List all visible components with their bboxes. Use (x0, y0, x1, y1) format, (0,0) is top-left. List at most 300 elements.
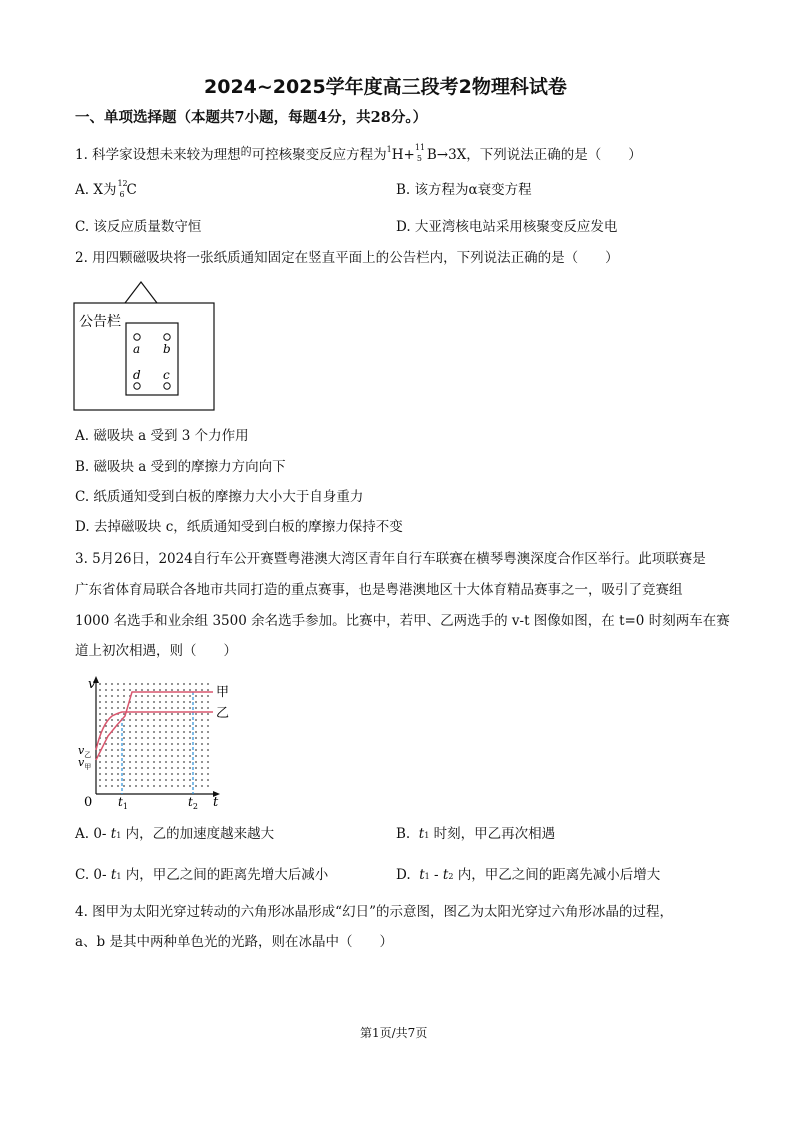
grid-dot (129, 743, 131, 745)
grid-dot (105, 719, 107, 721)
grid-dot (105, 779, 107, 781)
grid-dot (123, 707, 125, 709)
grid-dot (153, 719, 155, 721)
grid-dot (141, 719, 143, 721)
grid-dot (135, 749, 137, 751)
grid-dot (177, 767, 179, 769)
grid-dot (177, 701, 179, 703)
q2-stem: 2. 用四颗磁吸块将一张纸质通知固定在竖直平面上的公告栏内，下列说法正确的是（ ） (75, 250, 619, 266)
grid-dot (201, 689, 203, 691)
q1-b-nuclide (414, 143, 426, 163)
grid-dot (135, 695, 137, 697)
grid-dot (207, 713, 209, 715)
grid-dot (207, 725, 209, 727)
grid-dot (135, 773, 137, 775)
grid-dot (159, 707, 161, 709)
grid-dot (129, 725, 131, 727)
grid-dot (159, 695, 161, 697)
grid-dot (195, 695, 197, 697)
grid-dot (141, 785, 143, 787)
page-footer: 第1页/共7页 (360, 1026, 428, 1040)
grid-dot (189, 773, 191, 775)
grid-dot (201, 695, 203, 697)
grid-dot (147, 707, 149, 709)
grid-dot (123, 779, 125, 781)
grid-dot (153, 755, 155, 757)
grid-dot (207, 731, 209, 733)
q1-c-mass: 12 (117, 179, 128, 188)
grid-dot (123, 743, 125, 745)
label-b: b (163, 342, 171, 356)
grid-dot (165, 701, 167, 703)
grid-dot (129, 731, 131, 733)
grid-dot (129, 689, 131, 691)
grid-dot (159, 701, 161, 703)
grid-dot (189, 755, 191, 757)
q1-stem (75, 143, 642, 166)
grid-dot (141, 737, 143, 739)
grid-dot (201, 785, 203, 787)
grid-dot (147, 683, 149, 685)
grid-dot (123, 755, 125, 757)
grid-dot (195, 779, 197, 781)
grid-dot (189, 779, 191, 781)
grid-dot (189, 707, 191, 709)
grid-dot (99, 719, 101, 721)
grid-dot (129, 767, 131, 769)
grid-dot (189, 737, 191, 739)
q1-b-charge: 5 (416, 154, 422, 163)
grid-dot (147, 701, 149, 703)
grid-dot (135, 785, 137, 787)
grid-dot (171, 695, 173, 697)
grid-dot (129, 773, 131, 775)
grid-dot (189, 731, 191, 733)
grid-dot (147, 689, 149, 691)
grid-dot (135, 731, 137, 733)
grid-dot (105, 731, 107, 733)
grid-dot (159, 755, 161, 757)
grid-dot (207, 761, 209, 763)
grid-dot (117, 707, 119, 709)
grid-dot (129, 761, 131, 763)
grid-dot (207, 695, 209, 697)
grid-dot (141, 767, 143, 769)
grid-dot (153, 785, 155, 787)
grid-dot (171, 737, 173, 739)
grid-dot (105, 767, 107, 769)
grid-dot (207, 785, 209, 787)
grid-dot (105, 701, 107, 703)
grid-dot (153, 779, 155, 781)
grid-dot (147, 761, 149, 763)
grid-dot (147, 713, 149, 715)
grid-dot (123, 701, 125, 703)
grid-dot (135, 743, 137, 745)
grid-dot (207, 755, 209, 757)
grid-dot (99, 767, 101, 769)
grid-dot (123, 689, 125, 691)
grid-dot (195, 761, 197, 763)
q1-c-nuclide (116, 179, 128, 199)
grid-dot (189, 719, 191, 721)
grid-dot (159, 773, 161, 775)
q1-option-c: C. 该反应质量数守恒 (75, 219, 202, 235)
grid-dot (141, 707, 143, 709)
grid-dot (165, 695, 167, 697)
grid-dot (159, 719, 161, 721)
grid-dot (183, 755, 185, 757)
grid-dot (135, 707, 137, 709)
grid-dot (195, 701, 197, 703)
grid-dot (195, 707, 197, 709)
grid-dot (111, 719, 113, 721)
grid-dot (99, 701, 101, 703)
grid-dot (159, 731, 161, 733)
grid-dot (171, 785, 173, 787)
q1-option-a-text: A. X为 (75, 182, 117, 198)
grid-dot (99, 713, 101, 715)
grid-dot (171, 743, 173, 745)
grid-dot (165, 683, 167, 685)
grid-dot (153, 683, 155, 685)
q2-option-b: B. 磁吸块 a 受到的摩擦力方向向下 (75, 459, 286, 475)
section-heading: 一、单项选择题（本题共7小题，每题4分，共28分。） (75, 109, 428, 126)
grid-dot (111, 689, 113, 691)
q2-option-a: A. 磁吸块 a 受到 3 个力作用 (75, 428, 249, 444)
grid-dot (105, 689, 107, 691)
grid-dot (111, 773, 113, 775)
grid-dot (159, 749, 161, 751)
grid-dot (117, 737, 119, 739)
q3-line-4: 道上初次相遇，则（ ） (75, 643, 237, 659)
grid-dot (165, 767, 167, 769)
grid-dot (129, 683, 131, 685)
grid-dot (99, 755, 101, 757)
grid-dot (147, 767, 149, 769)
grid-dot (135, 779, 137, 781)
grid-dot (129, 707, 131, 709)
grid-dot (129, 737, 131, 739)
grid-dot (141, 713, 143, 715)
grid-dot (207, 719, 209, 721)
grid-dot (141, 749, 143, 751)
grid-dot (189, 743, 191, 745)
grid-dot (153, 767, 155, 769)
v-yi-label: $v_乙$ (78, 744, 92, 759)
grid-dot (99, 773, 101, 775)
grid-dot (153, 737, 155, 739)
yi-label: 乙 (216, 706, 230, 721)
grid-dot (141, 779, 143, 781)
grid-dot (117, 773, 119, 775)
grid-dot (123, 683, 125, 685)
grid-dot (177, 719, 179, 721)
grid-dot (183, 683, 185, 685)
magnet-c (164, 383, 170, 389)
grid-dot (183, 731, 185, 733)
grid-dot (117, 743, 119, 745)
grid-dot (195, 743, 197, 745)
grid-dot (111, 761, 113, 763)
grid-dot (123, 731, 125, 733)
grid-dot (207, 767, 209, 769)
grid-dot (177, 755, 179, 757)
t1-label: $t_1$ (118, 795, 128, 811)
grid-dot (129, 785, 131, 787)
q1-b-mass: 11 (414, 143, 426, 152)
grid-dot (183, 767, 185, 769)
grid-dot (105, 761, 107, 763)
grid-dot (165, 749, 167, 751)
grid-dot (189, 683, 191, 685)
grid-dot (135, 725, 137, 727)
grid-dot (171, 683, 173, 685)
grid-dot (117, 719, 119, 721)
grid-dot (177, 773, 179, 775)
grid-dot (183, 695, 185, 697)
grid-dot (177, 695, 179, 697)
grid-dot (183, 701, 185, 703)
q3-option-a: A. 0- t1 内，乙的加速度越来越大 (75, 826, 275, 842)
grid-dot (105, 743, 107, 745)
grid-dot (141, 773, 143, 775)
grid-dot (147, 731, 149, 733)
grid-dot (177, 743, 179, 745)
grid-dot (183, 707, 185, 709)
q1-c-charge: 6 (119, 190, 125, 199)
grid-dot (201, 749, 203, 751)
grid-dot (207, 701, 209, 703)
grid-dot (111, 785, 113, 787)
grid-dot (99, 779, 101, 781)
bulletin-board-figure (70, 276, 220, 414)
grid-dot (117, 689, 119, 691)
v-axis-label: v (88, 677, 96, 692)
grid-dot (171, 767, 173, 769)
grid-dot (123, 737, 125, 739)
grid-dot (117, 767, 119, 769)
grid-dot (153, 707, 155, 709)
q1-h-symbol: H+ (391, 147, 415, 163)
grid-dot (195, 773, 197, 775)
grid-dot (159, 761, 161, 763)
grid-dot (171, 773, 173, 775)
grid-dot (153, 731, 155, 733)
grid-dot (189, 725, 191, 727)
grid-dot (147, 773, 149, 775)
grid-dot (117, 779, 119, 781)
grid-dot (171, 719, 173, 721)
grid-dot (159, 785, 161, 787)
t2-label: $t_2$ (188, 795, 198, 811)
grid-dot (201, 725, 203, 727)
grid-dot (207, 779, 209, 781)
grid-dot (159, 743, 161, 745)
vt-graph (70, 672, 240, 812)
grid-dot (105, 683, 107, 685)
grid-dot (105, 755, 107, 757)
grid-dot (99, 707, 101, 709)
grid-dot (183, 773, 185, 775)
grid-dot (183, 737, 185, 739)
grid-dot (111, 743, 113, 745)
grid-dot (135, 713, 137, 715)
grid-dot (153, 761, 155, 763)
grid-dot (207, 773, 209, 775)
grid-dot (207, 683, 209, 685)
grid-dot (201, 737, 203, 739)
q1-c-symbol: C (126, 182, 137, 198)
grid-dot (123, 725, 125, 727)
grid-dot (135, 761, 137, 763)
grid-dot (159, 767, 161, 769)
grid-dot (201, 773, 203, 775)
grid-dot (195, 767, 197, 769)
grid-dot (141, 695, 143, 697)
grid-dot (171, 761, 173, 763)
grid-dot (189, 713, 191, 715)
grid-dot (159, 683, 161, 685)
grid-dot (171, 701, 173, 703)
label-c: c (163, 368, 170, 382)
grid-dot (195, 731, 197, 733)
grid-dot (153, 701, 155, 703)
grid-dot (153, 713, 155, 715)
grid-dot (183, 719, 185, 721)
grid-dot (189, 767, 191, 769)
grid-dot (201, 719, 203, 721)
q1-stem-de: 的 (240, 145, 252, 158)
grid-dot (183, 761, 185, 763)
grid-dot (171, 731, 173, 733)
grid-dot (123, 695, 125, 697)
grid-dot (189, 785, 191, 787)
q4-line-2: a、b 是其中两种单色光的光路，则在冰晶中（ ） (75, 934, 393, 950)
q1-h-mass: 1 (386, 145, 392, 154)
grid-dot (123, 785, 125, 787)
grid-dot (201, 701, 203, 703)
grid-dot (141, 689, 143, 691)
grid-dot (165, 737, 167, 739)
grid-dot (123, 719, 125, 721)
grid-dot (195, 725, 197, 727)
grid-dot (189, 761, 191, 763)
grid-dot (141, 731, 143, 733)
grid-dot (147, 785, 149, 787)
q2-option-d: D. 去掉磁吸块 c，纸质通知受到白板的摩擦力保持不变 (75, 519, 403, 535)
grid-dot (159, 737, 161, 739)
grid-dot (99, 695, 101, 697)
grid-dot (99, 743, 101, 745)
grid-dot (129, 713, 131, 715)
grid-dot (153, 773, 155, 775)
grid-dot (153, 689, 155, 691)
q1-stem-text3: B→3X，下列说法正确的是（ ） (426, 147, 642, 163)
grid-dot (165, 773, 167, 775)
grid-dot (195, 737, 197, 739)
grid-dot (111, 779, 113, 781)
grid-dot (111, 701, 113, 703)
grid-dot (177, 707, 179, 709)
grid-dot (99, 725, 101, 727)
grid-dot (147, 695, 149, 697)
q4-line-1: 4. 图甲为太阳光穿过转动的六角形冰晶形成“幻日”的示意图，图乙为太阳光穿过六角形冰晶的过程， (75, 904, 673, 920)
grid-dot (105, 773, 107, 775)
grid-dot (117, 749, 119, 751)
grid-dot (201, 713, 203, 715)
q1-stem-text2: 可控核聚变反应方程为 (251, 147, 387, 163)
t-axis-label: t (213, 795, 219, 810)
grid-dot (201, 683, 203, 685)
grid-dot (159, 725, 161, 727)
grid-dot (201, 755, 203, 757)
grid-dot (135, 719, 137, 721)
label-a: a (133, 342, 141, 356)
grid-dot (177, 731, 179, 733)
jia-label: 甲 (216, 685, 230, 700)
label-d: d (133, 368, 141, 382)
q1-option-a (75, 181, 137, 199)
grid-dot (165, 707, 167, 709)
grid-dot (117, 731, 119, 733)
grid-dot (189, 749, 191, 751)
q2-option-c: C. 纸质通知受到白板的摩擦力大小大于自身重力 (75, 489, 364, 505)
q3-line-2: 广东省体育局联合各地市共同打造的重点赛事，也是粤港澳地区十大体育精品赛事之一，吸引了竞赛组 (75, 582, 683, 598)
grid-dot (177, 737, 179, 739)
grid-dot (183, 743, 185, 745)
grid-dot (171, 725, 173, 727)
grid-dot (177, 683, 179, 685)
grid-dot (207, 707, 209, 709)
grid-dot (111, 707, 113, 709)
grid-dot (195, 689, 197, 691)
grid-dot (195, 749, 197, 751)
grid-dot (153, 695, 155, 697)
grid-dot (123, 773, 125, 775)
grid-dot (117, 683, 119, 685)
grid-dot (201, 707, 203, 709)
grid-dot (177, 713, 179, 715)
grid-dot (159, 779, 161, 781)
grid-dot (183, 689, 185, 691)
grid-dot (183, 713, 185, 715)
q1-option-b: B. 该方程为α衰变方程 (396, 182, 532, 198)
grid-dot (165, 755, 167, 757)
grid-dot (177, 761, 179, 763)
grid-dot (171, 713, 173, 715)
grid-dot (123, 767, 125, 769)
grid-dot (183, 779, 185, 781)
v-jia-label: $v_甲$ (78, 756, 92, 771)
grid-dot (171, 755, 173, 757)
grid-dot (171, 707, 173, 709)
grid-dot (111, 683, 113, 685)
grid-dot (111, 755, 113, 757)
page-title: 2024~2025学年度高三段考2物理科试卷 (204, 76, 567, 98)
grid-dot (189, 695, 191, 697)
grid-dot (159, 689, 161, 691)
grid-dot (129, 779, 131, 781)
q1-option-d: D. 大亚湾核电站采用核聚变反应发电 (396, 219, 618, 235)
grid-dot (147, 779, 149, 781)
q3-line-3: 1000 名选手和业余组 3500 余名选手参加。比赛中，若甲、乙两选手的 v-t 图像如图，在 t=0 时刻两车在赛 (75, 613, 730, 629)
grid-dot (153, 749, 155, 751)
hanger-line (125, 282, 157, 303)
grid-dot (177, 725, 179, 727)
grid-dot (111, 737, 113, 739)
grid-dot (165, 689, 167, 691)
